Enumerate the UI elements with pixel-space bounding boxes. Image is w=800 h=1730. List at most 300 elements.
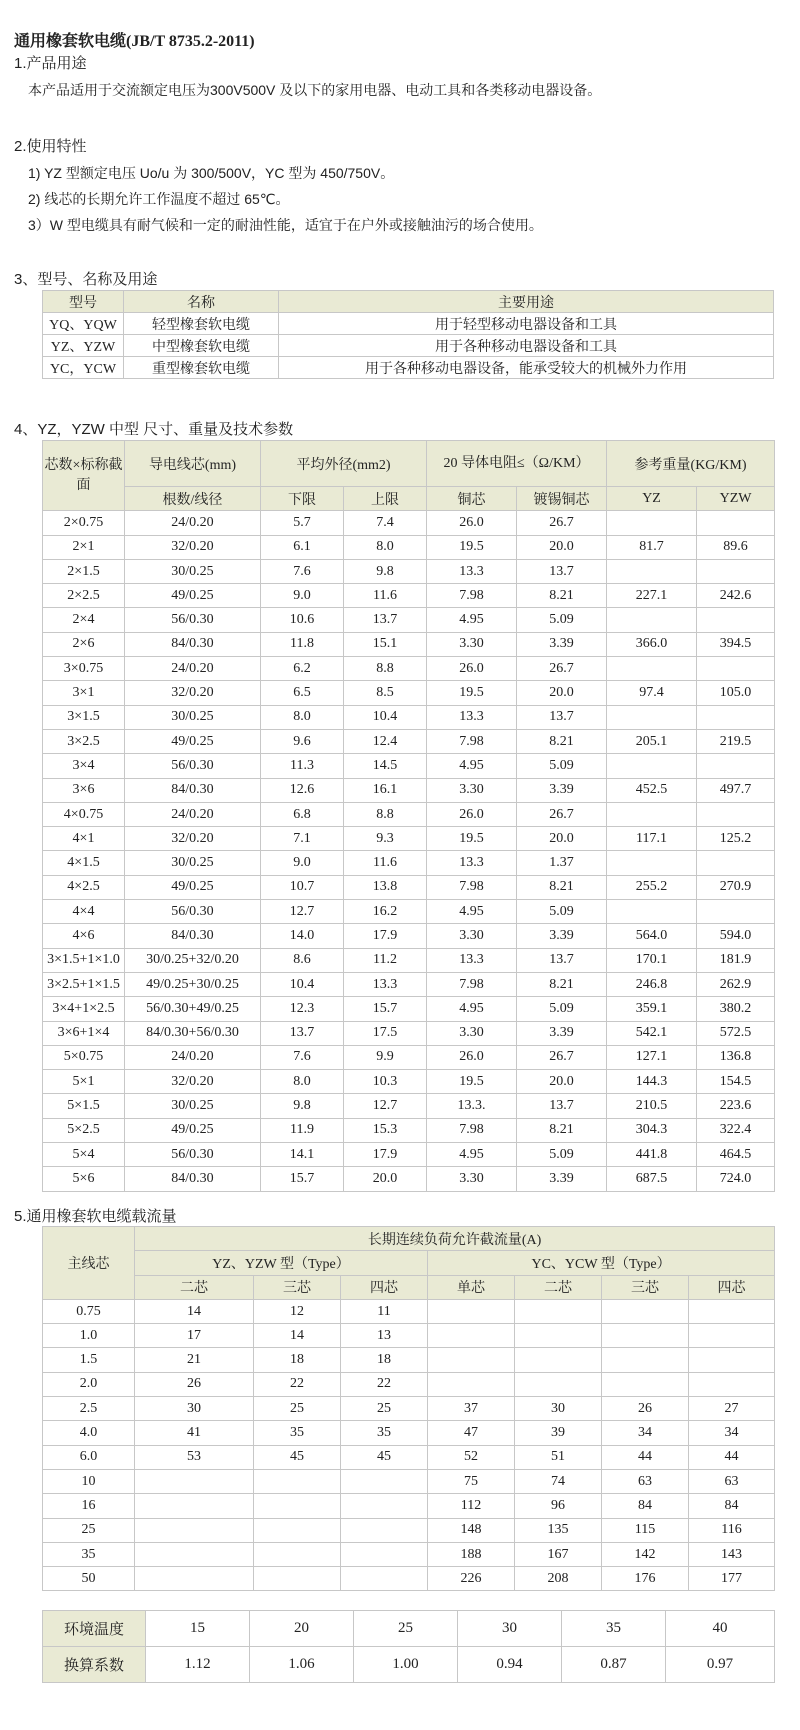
table-cell: 1.00	[354, 1647, 458, 1683]
table-row	[43, 1045, 775, 1069]
subheader-cell: 单芯	[428, 1275, 515, 1299]
table-cell: 26.7	[517, 802, 607, 826]
table-cell: YZ、YZW	[43, 335, 124, 357]
table-cell	[254, 1567, 341, 1591]
table-cell: 3.30	[427, 1021, 517, 1045]
table-cell: 5.09	[517, 997, 607, 1021]
table-cell: 10.4	[344, 705, 427, 729]
table-cell: 10	[43, 1469, 135, 1493]
table-cell: 89.6	[697, 535, 775, 559]
table-cell: 12.7	[261, 900, 344, 924]
table-cell: 3×6	[43, 778, 125, 802]
section-2-item: 3）W 型电缆具有耐气候和一定的耐油性能，适宜于在户外或接触油污的场合使用。	[28, 217, 543, 233]
table-cell: 2×1	[43, 535, 125, 559]
subheader-cell: 二芯	[515, 1275, 602, 1299]
table-cell	[254, 1542, 341, 1566]
header-outer-diameter: 平均外径(mm2)	[261, 441, 427, 487]
table-cell: 26	[602, 1397, 689, 1421]
table-row	[43, 997, 775, 1021]
table-cell: 12.6	[261, 778, 344, 802]
table-cell: 3×6+1×4	[43, 1021, 125, 1045]
table-cell: 84/0.30	[125, 632, 261, 656]
table-cell: 125.2	[697, 827, 775, 851]
table-cell: 226	[428, 1567, 515, 1591]
table-cell	[602, 1348, 689, 1372]
table-cell	[341, 1469, 428, 1493]
table-cell: 56/0.30	[125, 608, 261, 632]
table-cell: 16.2	[344, 900, 427, 924]
table-cell: 35	[341, 1421, 428, 1445]
table-cell: 25	[354, 1611, 458, 1647]
table-cell: 13.7	[517, 559, 607, 583]
table-cell: 8.21	[517, 1118, 607, 1142]
table-cell: 4.95	[427, 754, 517, 778]
table-cell: 30/0.25	[125, 705, 261, 729]
table-cell: 81.7	[607, 535, 697, 559]
table-cell: 3×0.75	[43, 657, 125, 681]
table-cell: 84	[602, 1494, 689, 1518]
table-cell	[254, 1494, 341, 1518]
table-row	[43, 754, 775, 778]
table-cell: 20.0	[517, 535, 607, 559]
table-cell	[697, 559, 775, 583]
table-cell: 5×1	[43, 1070, 125, 1094]
table-cell: 105.0	[697, 681, 775, 705]
table-cell: 用于各种移动电器设备和工具	[279, 335, 774, 357]
table-cell: 10.7	[261, 875, 344, 899]
table-cell: 8.8	[344, 657, 427, 681]
table-cell: 16.1	[344, 778, 427, 802]
table-cell	[607, 511, 697, 535]
table-row	[43, 1647, 775, 1683]
table-cell: 44	[689, 1445, 775, 1469]
table-cell	[697, 657, 775, 681]
table-cell: 13.3	[427, 705, 517, 729]
table-cell: 19.5	[427, 681, 517, 705]
table-cell: 8.8	[344, 802, 427, 826]
table-cell: 8.0	[261, 705, 344, 729]
table-cell: 20.0	[517, 1070, 607, 1094]
table-row	[43, 1143, 775, 1167]
table-cell: 9.6	[261, 729, 344, 753]
table-cell: 49/0.25	[125, 584, 261, 608]
table-cell: 19.5	[427, 1070, 517, 1094]
table-cell: 724.0	[697, 1167, 775, 1191]
section-4-heading: 4、YZ，YZW 中型 尺寸、重量及技术参数	[14, 421, 294, 438]
table-cell: 154.5	[697, 1070, 775, 1094]
table-cell: 181.9	[697, 948, 775, 972]
table-row	[43, 357, 774, 379]
table-cell: 17.5	[344, 1021, 427, 1045]
table-cell: 9.0	[261, 584, 344, 608]
table-cell: 19.5	[427, 535, 517, 559]
table-cell: 75	[428, 1469, 515, 1493]
table-cell: 3.30	[427, 778, 517, 802]
table-cell: 366.0	[607, 632, 697, 656]
table-cell: 15.3	[344, 1118, 427, 1142]
table-cell: 11.6	[344, 851, 427, 875]
table-cell: YC，YCW	[43, 357, 124, 379]
table-cell: 13.7	[344, 608, 427, 632]
table-cell: 1.12	[146, 1647, 250, 1683]
header-spec: 芯数×标称截面	[43, 441, 125, 511]
table-cell: 37	[428, 1397, 515, 1421]
table-cell: 10.6	[261, 608, 344, 632]
table-cell: 18	[341, 1348, 428, 1372]
table-cell: 564.0	[607, 924, 697, 948]
table-cell: 32/0.20	[125, 827, 261, 851]
table-cell: 17.9	[344, 924, 427, 948]
table-cell: 8.0	[261, 1070, 344, 1094]
table-row	[43, 1118, 775, 1142]
table-cell: 3.39	[517, 1167, 607, 1191]
table-cell: 11.3	[261, 754, 344, 778]
table-cell	[697, 802, 775, 826]
table-cell: 3×2.5	[43, 729, 125, 753]
table-cell: 22	[341, 1372, 428, 1396]
table-cell: 13.3	[427, 559, 517, 583]
table-cell: 32/0.20	[125, 681, 261, 705]
subheader-cell: 上限	[344, 487, 427, 511]
table-cell: 8.21	[517, 584, 607, 608]
table-row	[43, 875, 775, 899]
table-cell: 322.4	[697, 1118, 775, 1142]
table-row	[43, 608, 775, 632]
table-cell: 16	[43, 1494, 135, 1518]
table-cell: 49/0.25	[125, 729, 261, 753]
table-cell: 177	[689, 1567, 775, 1591]
table-cell: 39	[515, 1421, 602, 1445]
table-cell: 12.3	[261, 997, 344, 1021]
table-cell: 26.0	[427, 657, 517, 681]
table-cell	[428, 1324, 515, 1348]
table-cell	[515, 1372, 602, 1396]
table-cell	[135, 1518, 254, 1542]
table-cell	[607, 802, 697, 826]
table-cell: 5×0.75	[43, 1045, 125, 1069]
table-cell	[515, 1348, 602, 1372]
table-cell: 7.98	[427, 729, 517, 753]
table-cell	[689, 1348, 775, 1372]
table-cell: 255.2	[607, 875, 697, 899]
table-cell: 0.87	[562, 1647, 666, 1683]
table-cell: 13	[341, 1324, 428, 1348]
subheader-cell: YZ	[607, 487, 697, 511]
table-cell: 0.94	[458, 1647, 562, 1683]
table-cell	[697, 608, 775, 632]
table-cell: 26.7	[517, 657, 607, 681]
table-cell: 20	[250, 1611, 354, 1647]
table-cell: 8.5	[344, 681, 427, 705]
table-cell: 6.0	[43, 1445, 135, 1469]
table-cell: 0.75	[43, 1299, 135, 1323]
section-1-heading: 1.产品用途	[14, 55, 87, 72]
table-cell: 497.7	[697, 778, 775, 802]
table-cell: 74	[515, 1469, 602, 1493]
table-cell: 84/0.30	[125, 1167, 261, 1191]
table-row	[43, 1167, 775, 1191]
table-cell: 6.8	[261, 802, 344, 826]
table-cell	[135, 1567, 254, 1591]
table-row	[43, 1469, 775, 1493]
table-cell: 394.5	[697, 632, 775, 656]
table-cell	[341, 1494, 428, 1518]
table-cell: 1.5	[43, 1348, 135, 1372]
table-row	[43, 802, 775, 826]
table-cell: 8.21	[517, 972, 607, 996]
correction-table	[42, 1610, 775, 1683]
table-row	[43, 535, 775, 559]
table-cell	[607, 705, 697, 729]
table-row	[43, 1348, 775, 1372]
table-cell: 26.7	[517, 511, 607, 535]
subheader-cell: 铜芯	[427, 487, 517, 511]
table-cell	[607, 754, 697, 778]
table-cell	[697, 705, 775, 729]
table-cell: 5.09	[517, 1143, 607, 1167]
table-cell: 170.1	[607, 948, 697, 972]
table-cell: 34	[602, 1421, 689, 1445]
table-cell: 30/0.25+32/0.20	[125, 948, 261, 972]
table-cell: 208	[515, 1567, 602, 1591]
table-cell: 8.6	[261, 948, 344, 972]
table-cell: 135	[515, 1518, 602, 1542]
table-cell: 7.4	[344, 511, 427, 535]
table-cell	[341, 1542, 428, 1566]
section-2-item: 1) YZ 型额定电压 Uo/u 为 300/500V，YC 型为 450/750V。	[28, 165, 395, 181]
table-cell	[254, 1518, 341, 1542]
table-cell: 45	[341, 1445, 428, 1469]
table-cell: 270.9	[697, 875, 775, 899]
table-cell: 112	[428, 1494, 515, 1518]
table-cell: 2×4	[43, 608, 125, 632]
subheader-cell: 二芯	[135, 1275, 254, 1299]
table-cell: 35	[562, 1611, 666, 1647]
table-cell: 11.6	[344, 584, 427, 608]
table-row	[43, 1611, 775, 1647]
table-cell: 47	[428, 1421, 515, 1445]
subheader-cell: 四芯	[341, 1275, 428, 1299]
table-row	[43, 827, 775, 851]
table-cell	[607, 657, 697, 681]
table-cell: 2×1.5	[43, 559, 125, 583]
section-2-item: 2) 线芯的长期允许工作温度不超过 65℃。	[28, 191, 290, 207]
table-row	[43, 1518, 775, 1542]
table-cell: 34	[689, 1421, 775, 1445]
table-cell: 142	[602, 1542, 689, 1566]
table-cell: 30	[135, 1397, 254, 1421]
table-cell: 13.7	[517, 1094, 607, 1118]
header-main-core: 主线芯	[43, 1227, 135, 1300]
table-cell: 9.9	[344, 1045, 427, 1069]
table-cell: 2×2.5	[43, 584, 125, 608]
table-row	[43, 1021, 775, 1045]
table-cell: 542.1	[607, 1021, 697, 1045]
table-cell: 441.8	[607, 1143, 697, 1167]
table-cell: 2×6	[43, 632, 125, 656]
table-cell: 13.8	[344, 875, 427, 899]
table-cell: 9.0	[261, 851, 344, 875]
header-weight: 参考重量(KG/KM)	[607, 441, 775, 487]
table-cell: 3×2.5+1×1.5	[43, 972, 125, 996]
subheader-cell: 根数/线径	[125, 487, 261, 511]
table-cell: 8.0	[344, 535, 427, 559]
table-cell: 8.21	[517, 729, 607, 753]
table-cell: 12.4	[344, 729, 427, 753]
table-row	[43, 948, 775, 972]
header-cell: 型号	[43, 291, 124, 313]
table-cell	[607, 608, 697, 632]
header-yz-type: YZ、YZW 型（Type）	[135, 1251, 428, 1275]
table-row	[43, 705, 775, 729]
table-cell: 176	[602, 1567, 689, 1591]
page-title: 通用橡套软电缆(JB/T 8735.2-2011)	[14, 33, 255, 50]
table-cell: 63	[602, 1469, 689, 1493]
table-cell: 13.3	[344, 972, 427, 996]
table-row	[43, 924, 775, 948]
table-row	[43, 1421, 775, 1445]
table-cell: 56/0.30	[125, 900, 261, 924]
table-cell	[607, 851, 697, 875]
table-cell	[602, 1324, 689, 1348]
table-cell: 4×4	[43, 900, 125, 924]
subheader-cell: 镀锡铜芯	[517, 487, 607, 511]
table-cell: 50	[43, 1567, 135, 1591]
table-cell: 13.3	[427, 851, 517, 875]
table-cell: 53	[135, 1445, 254, 1469]
table-row	[43, 632, 775, 656]
table-row	[43, 1299, 775, 1323]
table-cell: 13.7	[517, 705, 607, 729]
table-row	[43, 851, 775, 875]
table-cell: 97.4	[607, 681, 697, 705]
table-cell: 7.98	[427, 1118, 517, 1142]
table-row	[43, 900, 775, 924]
table-cell: 换算系数	[43, 1647, 146, 1683]
table-row	[43, 559, 775, 583]
model-table	[42, 290, 774, 379]
table-cell: 4×1.5	[43, 851, 125, 875]
header-resistance: 20 导体电阻≤（Ω/KM）	[427, 441, 607, 487]
header-yc-type: YC、YCW 型（Type）	[428, 1251, 775, 1275]
table-cell: 359.1	[607, 997, 697, 1021]
table-cell: 24/0.20	[125, 1045, 261, 1069]
table-cell: 572.5	[697, 1021, 775, 1045]
table-cell: 20.0	[517, 827, 607, 851]
section-3-heading: 3、型号、名称及用途	[14, 271, 158, 288]
table-cell	[689, 1372, 775, 1396]
table-cell: 63	[689, 1469, 775, 1493]
table-cell: 15.1	[344, 632, 427, 656]
table-cell: 3.30	[427, 632, 517, 656]
table-cell: 223.6	[697, 1094, 775, 1118]
table-row	[43, 1070, 775, 1094]
table-cell: 56/0.30+49/0.25	[125, 997, 261, 1021]
table-cell: 127.1	[607, 1045, 697, 1069]
table-cell: 3.39	[517, 632, 607, 656]
table-cell: 5.09	[517, 608, 607, 632]
table-row	[43, 729, 775, 753]
table-cell: 687.5	[607, 1167, 697, 1191]
table-cell: 9.8	[261, 1094, 344, 1118]
table-cell: 26.0	[427, 511, 517, 535]
table-cell: 5×1.5	[43, 1094, 125, 1118]
table-cell: 1.37	[517, 851, 607, 875]
table-cell	[135, 1494, 254, 1518]
table-cell: 14.1	[261, 1143, 344, 1167]
header-ampacity: 长期连续负荷允许截流量(A)	[135, 1227, 775, 1251]
table-cell: 242.6	[697, 584, 775, 608]
table-cell: 144.3	[607, 1070, 697, 1094]
table-row	[43, 1494, 775, 1518]
section-2-heading: 2.使用特性	[14, 138, 87, 155]
table-cell	[428, 1372, 515, 1396]
table-cell: 13.7	[517, 948, 607, 972]
table-cell: 26.0	[427, 802, 517, 826]
table-cell: 24/0.20	[125, 657, 261, 681]
table-row	[43, 1324, 775, 1348]
table-cell	[602, 1299, 689, 1323]
table-cell: 8.21	[517, 875, 607, 899]
table-row	[43, 511, 775, 535]
table-row	[43, 1094, 775, 1118]
header-conductor: 导电线芯(mm)	[125, 441, 261, 487]
table-cell: 219.5	[697, 729, 775, 753]
table-cell: 4.95	[427, 900, 517, 924]
table-cell: 49/0.25	[125, 1118, 261, 1142]
table-cell: 10.4	[261, 972, 344, 996]
table-cell: 环境温度	[43, 1611, 146, 1647]
table-cell: 25	[254, 1397, 341, 1421]
table-cell: 49/0.25+30/0.25	[125, 972, 261, 996]
table-cell: 44	[602, 1445, 689, 1469]
table-cell: 143	[689, 1542, 775, 1566]
table-cell: 464.5	[697, 1143, 775, 1167]
table-cell: 26	[135, 1372, 254, 1396]
table-cell: 136.8	[697, 1045, 775, 1069]
table-cell: 49/0.25	[125, 875, 261, 899]
table-cell: 5×6	[43, 1167, 125, 1191]
table-cell: 5×4	[43, 1143, 125, 1167]
table-cell: 重型橡套软电缆	[124, 357, 279, 379]
table-cell: 45	[254, 1445, 341, 1469]
table-cell: 84	[689, 1494, 775, 1518]
table-cell: 246.8	[607, 972, 697, 996]
table-cell: 26.7	[517, 1045, 607, 1069]
table-cell: 3.39	[517, 1021, 607, 1045]
subheader-cell: 三芯	[602, 1275, 689, 1299]
table-row	[43, 335, 774, 357]
table-cell	[607, 559, 697, 583]
table-cell: 13.3.	[427, 1094, 517, 1118]
table-cell: 4×6	[43, 924, 125, 948]
table-cell: 1.06	[250, 1647, 354, 1683]
table-cell: 30/0.25	[125, 1094, 261, 1118]
table-cell	[428, 1348, 515, 1372]
table-cell: 227.1	[607, 584, 697, 608]
table-row	[43, 1567, 775, 1591]
table-cell: 56/0.30	[125, 754, 261, 778]
table-cell: 11.2	[344, 948, 427, 972]
table-row	[43, 972, 775, 996]
table-row	[43, 1445, 775, 1469]
table-cell: 3×1.5+1×1.0	[43, 948, 125, 972]
table-cell	[515, 1324, 602, 1348]
table-cell	[135, 1469, 254, 1493]
table-cell: 30	[458, 1611, 562, 1647]
table-row	[43, 1542, 775, 1566]
table-cell: 24/0.20	[125, 511, 261, 535]
